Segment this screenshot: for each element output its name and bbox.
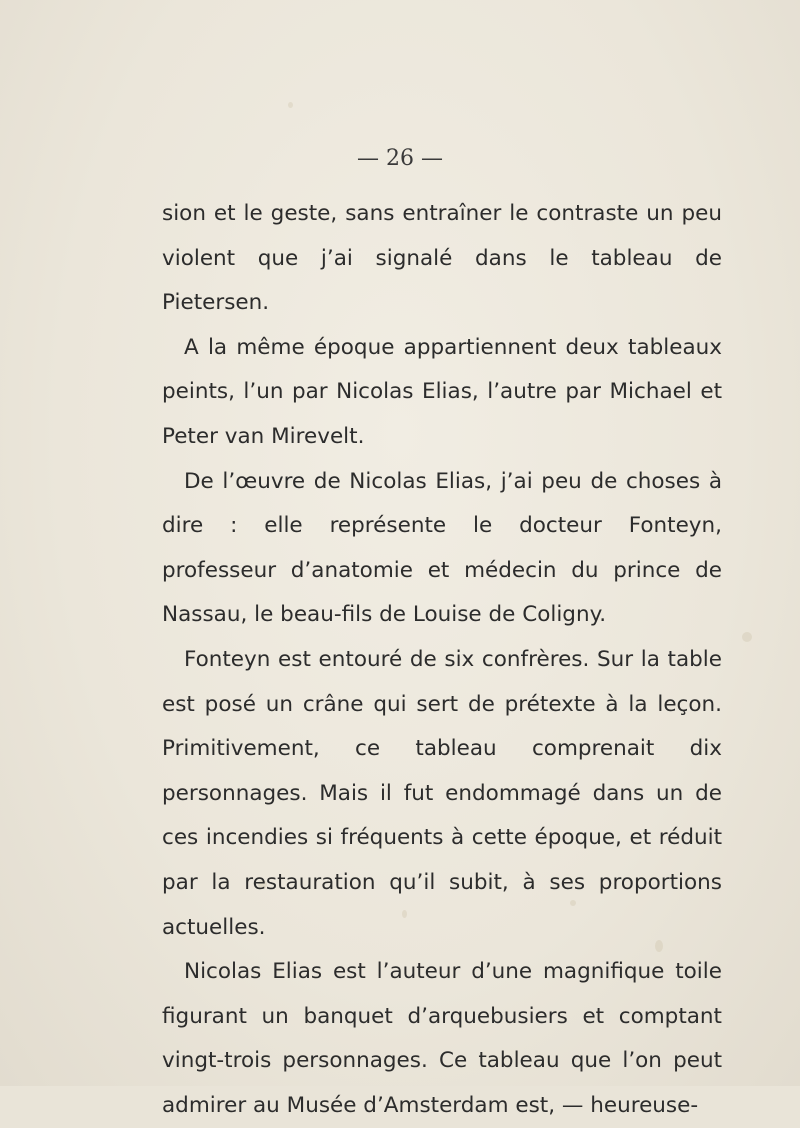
paragraph: sion et le geste, sans entraîner le contraste un peu violent que j’ai signalé dans le tableau de Pietersen. <box>162 201 722 316</box>
paper-stain <box>288 102 293 108</box>
paragraph: A la même époque appartiennent deux tableaux peints, l’un par Nicolas Elias, l’autre par Michael et Peter van Mirevelt. <box>162 334 722 449</box>
paper-stain <box>742 632 752 642</box>
paragraph: De l’œuvre de Nicolas Elias, j’ai peu de choses à dire : elle représente le docteur Fonteyn, professeur d’anatomie et médecin du prince de Nassau, le beau-fils de Louise de Coligny. <box>162 468 722 628</box>
paragraph: Fonteyn est entouré de six confrères. Sur la table est posé un crâne qui sert de prétexte à la leçon. Primitivement, ce tableau comprenait dix personnages. Mais il fut endommagé dans un de ces incendies si fréquents à cette époque, et réduit par la restauration qu’il subit, à ses proportions actuelles. <box>162 646 722 940</box>
body-text <box>162 192 722 1128</box>
page-number: — 26 — <box>357 146 443 171</box>
paragraph: Nicolas Elias est l’auteur d’une magnifique toile figurant un banquet d’arquebusiers et comptant vingt-trois personnages. Ce tableau que l’on peut admirer au Musée d’Amsterdam est, — heureuse- <box>162 959 722 1118</box>
